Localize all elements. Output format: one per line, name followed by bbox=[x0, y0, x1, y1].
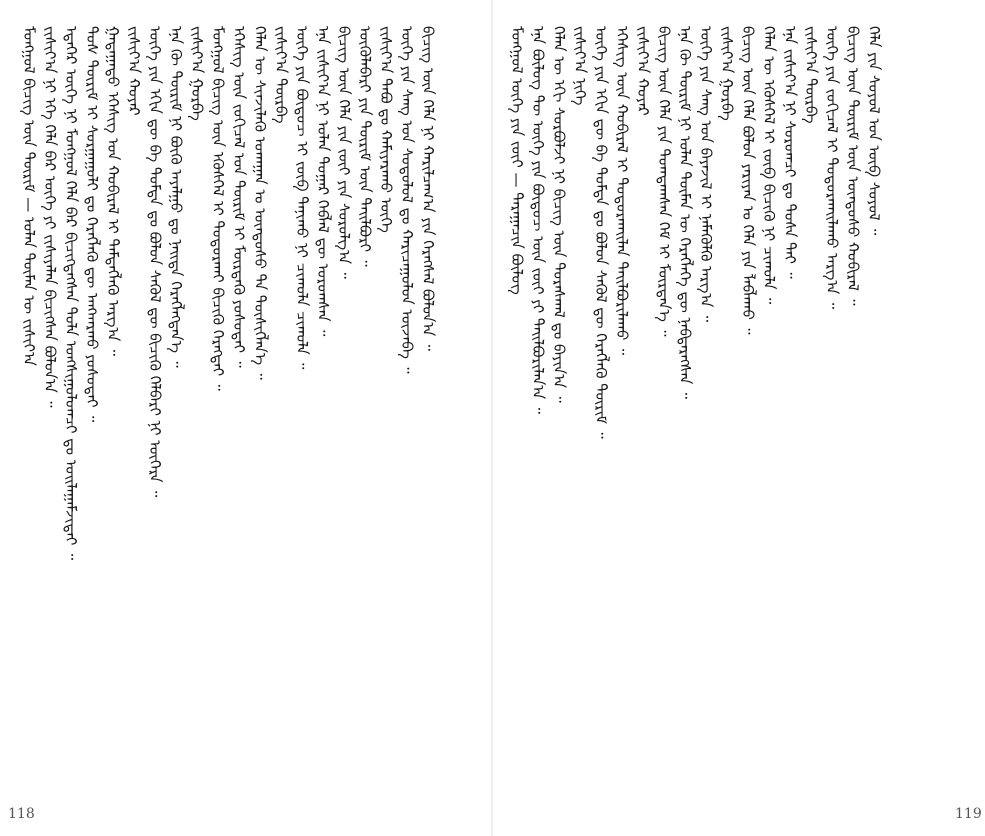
text-column: ᠦᠭᠡ ᠶᠢᠨ ᠪᠦᠲᠦᠴ ᠢ ᠵᠥᠪ ᠲᠠᠨᠢᠬᠤ ᠨᠢ ᠴᠢᠬᠤᠯᠠ ᠴᠢᠬᠤᠯᠠ ᠃ bbox=[293, 26, 311, 370]
text-column: ᠦᠭᠡ ᠶᠢᠨ ᠰᠠᠩ ᠤᠨ ᠪᠠᠶᠠᠵᠢᠯ ᠢ ᠨᠡᠮᠡᠭᠦᠯᠬᠦ ᠠᠷᠭ᠎ᠠ ᠃ bbox=[697, 26, 715, 322]
text-column: ᠡᠨᠡ ᠵᠢᠱᠢᠶ᠎ᠠ ᠨᠢ ᠣᠯᠠᠨ ᠳᠤᠭᠠᠷ ᠬᠡᠪᠯᠡᠯ ᠳᠦ ᠣᠷᠣᠭᠰᠠᠨ ᠃ bbox=[314, 26, 332, 337]
text-column: ᠦᠭᠡ ᠶᠢᠨ ᠵᠣᠬᠢᠴᠠᠯ ᠢ ᠲᠣᠳᠣᠷᠬᠠᠢᠯᠠᠬᠤ ᠠᠷᠭ᠎ᠠ ᠃ bbox=[823, 26, 841, 309]
section-heading: ᠵᠢᠱᠢᠶ᠎ᠠ ᠭᠤᠷᠪᠠ bbox=[718, 26, 736, 121]
section-heading: ᠵᠢᠱᠢᠶ᠎ᠠ ᠬᠣᠶᠠᠷ bbox=[634, 26, 652, 116]
text-column: ᠡᠨᠡ ᠬᠦ ᠳᠦᠷᠢᠮ ᠨᠢ ᠪᠦᠬᠦ ᠠᠶᠠᠯᠭᠤ ᠳᠤ ᠨᠡᠢᠲᠡ ᠬᠡᠷᠡᠭᠯᠡᠭᠳᠡᠨ᠎ᠡ ᠃ bbox=[167, 26, 185, 368]
text-column: ᠡᠭᠡᠰᠢᠭ ᠦᠨ ᠬᠤᠪᠢᠷᠠᠯ ᠢ ᠲᠣᠳᠣᠷᠬᠠᠢᠯᠠᠨ ᠲᠠᠢᠯᠪᠤᠷᠢᠯᠠᠬᠤ ᠃ bbox=[613, 26, 631, 356]
section-heading: ᠵᠢᠱᠢᠶ᠎ᠠ ᠭᠤᠷᠪᠠ bbox=[188, 26, 206, 121]
section-heading: ᠮᠣᠩᠭᠣᠯ ᠪᠢᠴᠢᠭ ᠦᠨ ᠳᠦᠷᠢᠮ — ᠣᠯᠠᠨ ᠲᠦᠮᠡᠨ ᠦ ᠵᠢᠱᠢᠶ᠎ᠠ bbox=[20, 26, 38, 366]
text-column: ᠬᠡᠯᠡᠨ ᠦ ᠡᠭᠦᠰᠬᠡᠯ ᠢ ᠵᠥᠪ ᠪᠢᠴᠢᠬᠦ ᠨᠢ ᠴᠢᠬᠤᠯᠠ ᠃ bbox=[760, 26, 778, 305]
section-heading: ᠵᠢᠱᠢᠶ᠎ᠠ ᠲᠠᠪᠤ ᠳᠤ ᠬᠠᠮᠢᠶᠠᠷᠠᠬᠤ ᠦᠭᠡ bbox=[377, 26, 395, 233]
left-page-number: 118 bbox=[8, 806, 35, 822]
text-column: ᠡᠨᠡ ᠵᠢᠱᠢᠶ᠎ᠠ ᠨᠢ ᠰᠤᠷᠤᠭᠴᠢ ᠳᠤ ᠲᠤᠰᠠ ᠲᠠᠢ ᠃ bbox=[781, 26, 799, 279]
section-heading: ᠵᠢᠱᠢᠶ᠎ᠠ ᠨᠢᠭᠡ bbox=[571, 26, 589, 106]
text-column: ᠦᠭᠡ ᠶᠢᠨ ᠡᠬᠢᠨ ᠳᠦ ᠪᠠ ᠳᠤᠮᠳᠠ ᠳᠤ ᠪᠣᠯᠤᠨ ᠰᠡᠭᠦᠯ ᠳᠦ ᠬᠡᠷᠡᠭᠯᠡᠬᠦ ᠳᠦᠷᠢᠮ ᠃ bbox=[592, 26, 610, 439]
section-heading: ᠵᠢᠱᠢᠶ᠎ᠠ ᠳᠥᠷᠪᠡ bbox=[272, 26, 290, 124]
text-column: ᠪᠢᠴᠢᠭ ᠦᠨ ᠳᠦᠷᠢᠮ ᠦᠨ ᠦᠨᠳᠦᠰᠦ ᠬᠤᠪᠢᠷᠠᠯ ᠃ bbox=[844, 26, 862, 306]
text-column: ᠵᠢᠱᠢᠶ᠎ᠠ ᠨᠢ ᠡᠬᠡ ᠬᠡᠯᠡ ᠪᠡᠷ ᠦᠭᠡ ᠶᠢ ᠵᠢᠱᠢᠶᠡᠯᠡᠨ ᠪᠢᠴᠢᠭᠰᠡᠨ ᠪᠣᠯᠤᠨ᠎ᠠ ᠃ bbox=[41, 26, 59, 408]
text-column: ᠡᠭᠡᠰᠢᠭ ᠦᠨ ᠵᠣᠬᠢᠴᠠᠯ ᠤᠨ ᠳᠦᠷᠢᠮ ᠢ ᠮᠦᠷᠳᠡᠬᠦ ᠶᠣᠰᠣᠲᠠᠢ ᠃ bbox=[230, 26, 248, 368]
text-column: ᠪᠢᠴᠢᠭ ᠦᠨ ᠬᠡᠯᠡ ᠶᠢᠨ ᠲᠣᠭᠲᠠᠭᠰᠠᠨ ᠬᠡᠮ ᠢ ᠮᠦᠷᠳᠡᠨ᠎ᠡ ᠃ bbox=[655, 26, 673, 337]
text-column: ᠡᠨᠡ ᠬᠦ ᠳᠦᠷᠢᠮ ᠨᠢ ᠣᠯᠠᠨ ᠲᠦᠮᠡᠨ ᠦ ᠬᠡᠷᠡᠭᠯᠡᠭᠡ ᠳᠦ ᠨᠡᠪᠲᠡᠷᠡᠭᠰᠡᠨ ᠃ bbox=[676, 26, 694, 399]
left-page bbox=[0, 0, 492, 836]
text-column: ᠲᠤᠰ ᠳᠦᠷᠢᠮ ᠢ ᠰᠤᠷᠭᠠᠭᠤᠯᠢ ᠳᠤ ᠬᠡᠷᠡᠭᠯᠡᠬᠦ ᠳᠦ ᠠᠩᠬᠠᠷᠬᠤ ᠶᠣᠰᠣᠲᠠᠢ ᠃ bbox=[83, 26, 101, 423]
text-column: ᠡᠨᠡ ᠪᠦᠯᠦᠭ ᠲᠦ ᠦᠭᠡ ᠶᠢᠨ ᠪᠦᠲᠦᠴ ᠦᠨ ᠵᠦᠢ ᠶᠢ ᠲᠠᠢᠯᠪᠤᠷᠢᠯᠠᠨ᠎ᠠ ᠃ bbox=[529, 26, 547, 414]
text-column: ᠡᠳᠡᠭᠡᠷ ᠦᠭᠡ ᠨᠢ ᠮᠣᠩᠭᠣᠯ ᠬᠡᠯᠡ ᠪᠡᠷ ᠪᠢᠴᠢᠭᠳᠡᠭᠰᠡᠨ ᠲᠤᠯᠠ ᠤᠩᠰᠢᠭᠤᠯᠤᠭᠴᠢ ᠳᠤ ᠣᠢᠯᠠᠭᠠᠮᠵᠢᠲᠠᠢ ᠃ bbox=[62, 26, 80, 561]
text-column: ᠪᠢᠴᠢᠭ ᠦᠨ ᠬᠡᠯᠡ ᠨᠢ ᠬᠠᠷᠢᠯᠴᠠᠭ᠎ᠠ ᠶᠢᠨ ᠬᠡᠷᠡᠭᠰᠡᠯ ᠪᠣᠯᠤᠨ᠎ᠠ ᠃ bbox=[419, 26, 437, 351]
text-column: ᠦᠭᠡ ᠶᠢᠨ ᠡᠬᠢᠨ ᠳᠦ ᠪᠠ ᠳᠤᠮᠳᠠ ᠳᠤ ᠪᠣᠯᠤᠨ ᠰᠡᠭᠦᠯ ᠳᠦ ᠪᠢᠴᠢᠬᠦ ᠬᠡᠯᠪᠡᠷᠢ ᠨᠢ ᠦᠭᠡᠷᠡ ᠃ bbox=[146, 26, 164, 498]
right-page-text-block bbox=[506, 26, 976, 780]
text-column: ᠪᠢᠴᠢᠭ ᠦᠨ ᠬᠡᠯᠡ ᠶᠢᠨ ᠵᠦᠢ ᠶᠢᠨ ᠰᠤᠷᠤᠯᠭ᠎ᠠ ᠃ bbox=[335, 26, 353, 279]
section-heading: ᠮᠣᠩᠭᠣᠯ ᠦᠭᠡ ᠶᠢᠨ ᠵᠦᠢ — ᠳᠠᠷᠠᠭᠠᠴᠢᠨ ᠪᠦᠯᠦᠭ bbox=[508, 26, 526, 295]
text-column: ᠬᠡᠯᠡᠨ ᠦ ᠰᠢᠨᠵᠢᠯᠡᠬᠦ ᠤᠬᠠᠭᠠᠨ ᠤ ᠦᠨᠳᠦᠰᠦ ᠲᠡ ᠲᠦᠰᠢᠭᠯᠡᠨ᠎ᠡ ᠃ bbox=[251, 26, 269, 380]
text-column: ᠬᠡᠯᠡᠨ ᠦ ᠡᠬᠢ ᠰᠤᠷᠪᠤᠯᠵᠢ ᠨᠢ ᠪᠢᠴᠢᠭ ᠦᠨ ᠳᠤᠷᠠᠰᠬᠠᠯ ᠳᠤ ᠪᠠᠶᠢᠨ᠎ᠠ ᠃ bbox=[550, 26, 568, 403]
text-column: ᠦᠭᠦᠯᠡᠪᠡᠷᠢ ᠶᠢᠨ ᠳᠦᠷᠢᠮ ᠦᠨ ᠲᠠᠢᠯᠪᠤᠷᠢ ᠃ bbox=[356, 26, 374, 267]
left-page-text-block bbox=[18, 26, 480, 780]
text-column: ᠭᠠᠳᠠᠭᠠᠳᠤ ᠡᠭᠡᠰᠢᠭ ᠤᠨ ᠬᠤᠪᠢᠷᠠᠯ ᠢ ᠲᠡᠮᠳᠡᠭᠯᠡᠬᠦ ᠠᠷᠭ᠎ᠠ ᠃ bbox=[104, 26, 122, 356]
section-heading: ᠵᠢᠱᠢᠶ᠎ᠠ ᠬᠣᠶᠠᠷ bbox=[125, 26, 143, 116]
section-heading: ᠵᠢᠱᠢᠶ᠎ᠠ ᠳᠥᠷᠪᠡ bbox=[802, 26, 820, 124]
text-column: ᠬᠡᠯᠡ ᠶᠢᠨ ᠰᠣᠶᠣᠯ ᠤᠨ ᠦᠪ ᠰᠣᠶᠣᠯ ᠃ bbox=[865, 26, 883, 236]
right-page-number: 119 bbox=[955, 806, 982, 822]
text-column: ᠪᠢᠴᠢᠭ ᠦᠨ ᠬᠡᠯᠡ ᠪᠣᠯᠤᠨ ᠶᠠᠷᠢᠶᠠᠨ ᠤ ᠬᠡᠯᠡ ᠶᠢᠨ ᠯᠠᠪᠯᠠᠬᠤ ᠃ bbox=[739, 26, 757, 335]
text-column: ᠮᠣᠩᠭᠣᠯ ᠪᠢᠴᠢᠭ ᠦᠨ ᠡᠭᠦᠰᠬᠡᠯ ᠢ ᠲᠣᠳᠣᠷᠬᠠᠢ ᠪᠢᠴᠢᠬᠦ ᠬᠡᠷᠡᠭᠲᠡᠢ ᠃ bbox=[209, 26, 227, 391]
text-column: ᠦᠭᠡ ᠶᠢᠨ ᠰᠠᠩ ᠤᠨ ᠰᠤᠳᠤᠯᠤᠯ ᠳᠤ ᠬᠠᠷᠢᠴᠠᠭᠤᠯᠤᠨ ᠦᠵᠡᠪᠡ ᠃ bbox=[398, 26, 416, 374]
